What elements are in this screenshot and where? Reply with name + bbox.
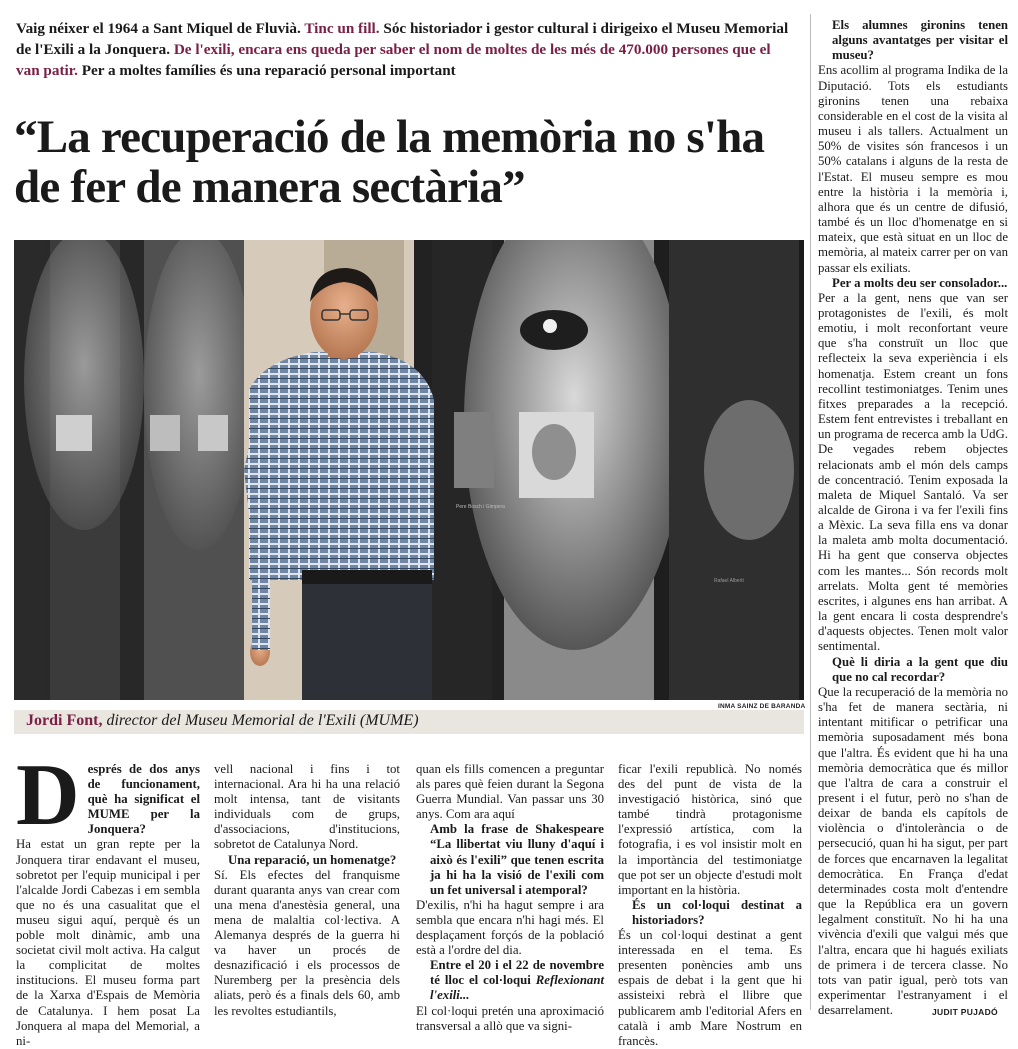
answer-7: Per a la gent, nens que van ser protagonistes de l'exili, és molt emotiu, i molt reconfortant veure que s'ha construït un lloc que reflecteix la seva experiència i els homenatja. Estem creant un fons recollint testimoniatges. Tenim unes fitxes preparades a la recepció. Estem fent entrevistes i treballant en un programa de recerca amb la UdG. De vegades rebem objectes relacionats amb el món dels camps de concentració. Tenim exposada la maleta de Miquel Santaló. Va ser alcalde de Girona i va fer l'exili fins a Mèxic. La seva filla ens va donar la maleta amb molta documentació. Hi ha gent que conserva objectes com les mantes... Són records molt arrelats. Molta gent té memòries escrites, i algunes ens han arribat. A la gent encara li costa desprendre's d'aquests objectes. Tenen molt valor sentimental. — [818, 290, 1008, 654]
column-2 — [214, 762, 400, 1019]
question-3: Amb la frase de Shakespeare “La llibertat viu lluny d'aquí i això és l'exili” que tenen escrita ja hi ha la visió de l'exili com un fet universal i atemporal? — [430, 822, 604, 897]
drop-cap: D — [16, 747, 80, 844]
panel-label-2: Rafael Alberti — [714, 578, 744, 584]
answer-8: Que la recuperació de la memòria no s'ha fet de manera sectària, ni intentant mitificar o petrificar una memòria suposadament més bona que l'altra. És evident que hi ha una memòria democràtica que és millor que l'altra de cara a construir el present i el futur, però no s'han de deixar de banda els capítols de violència o d'intolerància o de persecució, quan hi ha sigut, per part de forces que encarnaven la legalitat democràtica. En França d'edat determinades costa molt d'entendre que la República era un govern legalment constituït. No hi ha una vivència d'exili que valgui més que l'altra, encara que hi hagués exiliats de primera i de tercera classe. No tots van patir igual, però tots van experimentar l'estranyament i el desarrelament. — [818, 684, 1008, 1018]
question-4 — [416, 958, 604, 1003]
answer-6: Ens acollim al programa Indika de la Diputació. Tots els estudiants gironins tenen una rebaixa considerable en el cost de la visita al museu i als tallers. Actualment un 50% de visites són francesos i un 50% catalans i alguns de la resta de l'Estat. El museu sempre es mou entre la història i la memòria i, alhora que és un centre de difusió, també és un lloc d'homenatge en si mateix, que està situat en un lloc de memòria, al mateix carrer per on van passar els exiliats. — [818, 63, 1008, 275]
question-2: Una reparació, un homenatge? — [228, 852, 397, 867]
answer-1: Ha estat un gran repte per la Jonquera tirar endavant el museu, sobretot per l'equip municipal i per l'alcalde Jordi Cabezas i em sembla que no és una casualitat que el museu sigui aquí, perquè és un poble molt dinàmic, amb una societat civil molt activa. Ha calgut la complicitat de moltes institucions. El museu forma part de la Xarxa d'Espais de Memòria de Catalunya. I hem posat La Jonquera al mapa del Memorial, a ni- — [16, 837, 200, 1048]
question-4-title: Reflexionant l'exili... — [430, 973, 605, 1003]
caption-name: Jordi Font, — [26, 712, 103, 729]
intro-text — [16, 18, 796, 81]
panel-label-1: Pere Bosch i Gimpera — [456, 504, 505, 510]
question-4-text: Entre el 20 i el 22 de novembre té lloc el col·loqui — [430, 958, 604, 988]
answer-5: És un col·loqui destinat a gent interessada en el tema. Es presenten ponències amb uns espais de debat i la gent que hi assisteixi rebrà el llibre que publicarem amb l'editorial Afers en català i amb Mare Nostrum en francès. — [618, 928, 802, 1048]
answer-1-cont: vell nacional i fins i tot internacional. Ara hi ha una relació molt intensa, tant de visitants individuals com de grups, d'associacions, d'institucions, sobretot de Catalunya Nord. — [214, 762, 400, 852]
photo-credit: INMA SAINZ DE BARANDA — [718, 703, 806, 710]
headline: “La recuperació de la memòria no s'ha de fer de manera sectària” — [14, 111, 765, 213]
intro-child: Tinc un fill. — [304, 20, 380, 37]
answer-2-cont: quan els fills comencen a preguntar als pares què feien durant la Segona Guerra Mundial. Van passar uns 30 anys. Com ara aquí — [416, 762, 604, 822]
intro-birth: Vaig néixer el 1964 a Sant Miquel de Fluvià. — [16, 20, 301, 37]
intro-profession: Sóc historiador i gestor cultural i dirigeixo el Museu Memorial de l'Exili a la Jonquera. — [16, 20, 789, 58]
byline: JUDIT PUJADÓ — [932, 1007, 998, 1017]
column-4 — [618, 762, 802, 1049]
intro-reparation: Per a moltes famílies és una reparació personal important — [81, 62, 456, 79]
question-5: És un col·loqui destinat a historiadors? — [632, 897, 802, 927]
caption-role: director del Museu Memorial de l'Exili (MUME) — [106, 712, 419, 729]
photo-illustration — [14, 240, 804, 700]
question-7: Per a molts deu ser consolador... — [832, 275, 1008, 290]
answer-2: Sí. Els efectes del franquisme durant quaranta anys van crear com una mena d'anestèsia general, una mena de malaltia col·lectiva. A Alemanya després de la guerra hi va haver un procés de desnazificació i els processos de Nuremberg per la presència dels aliats, però és a finals dels 60, amb les revoltes estudiantils, — [214, 867, 400, 1018]
photo-caption — [14, 710, 804, 734]
intro-quote-exile: De l'exili, encara ens queda per saber el nom de moltes de les més de 470.000 persones que el van patir. — [16, 41, 771, 79]
photo-jordi-font — [14, 240, 804, 700]
question-1: esprés de dos anys de funcionament, què ha significat el MUME per la Jonquera? — [87, 762, 200, 837]
answer-4: El col·loqui pretén una aproximació transversal a allò que va signi- — [416, 1003, 604, 1033]
sidebar-column — [818, 18, 1008, 1018]
answer-3: D'exilis, n'hi ha hagut sempre i ara sembla que encara n'hi hagi més. El desplaçament forçós de la població està a l'ordre del dia. — [416, 897, 604, 958]
answer-4-cont: ficar l'exili republicà. No només des del punt de vista de la investigació històrica, sinó que també tindrà protagonisme l'expressió artística, com la fotografia, i es vol insistir molt en la importància del testimoniatge que pot ser un objecte d'estudi molt important en la història. — [618, 762, 802, 897]
question-8: Què li diria a la gent que diu que no cal recordar? — [832, 654, 1008, 684]
column-rule — [810, 14, 811, 1010]
column-3 — [416, 762, 604, 1034]
column-1 — [16, 747, 200, 1049]
question-6: Els alumnes gironins tenen alguns avantatges per visitar el museu? — [832, 18, 1008, 63]
